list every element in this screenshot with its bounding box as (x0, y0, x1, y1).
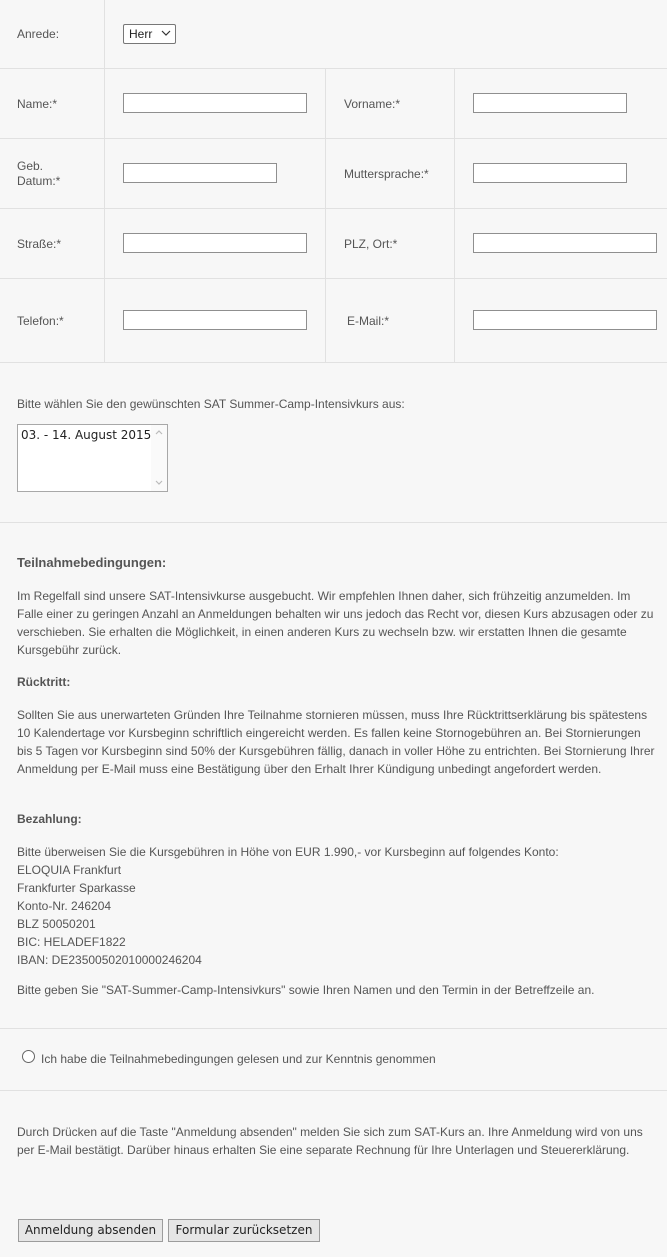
bank-line: Konto-Nr. 246204 (17, 899, 112, 913)
strasse-label: Straße:* (17, 237, 62, 251)
consent-radio[interactable] (22, 1050, 35, 1063)
geb-label-line2: Datum:* (17, 174, 61, 188)
bank-line: BLZ 50050201 (17, 917, 96, 931)
email-label: E-Mail:* (347, 314, 390, 328)
bezahlung-heading: Bezahlung: (17, 812, 82, 826)
birthdate-input[interactable] (123, 163, 277, 183)
divider (454, 68, 455, 362)
reset-button[interactable]: Formular zurücksetzen (168, 1219, 320, 1242)
ruecktritt-heading: Rücktritt: (17, 675, 71, 689)
divider (0, 68, 667, 69)
name-input[interactable] (123, 93, 307, 113)
plz-label: PLZ, Ort:* (344, 237, 398, 251)
divider (0, 138, 667, 139)
divider (0, 1028, 667, 1029)
divider (0, 362, 667, 363)
course-prompt: Bitte wählen Sie den gewünschten SAT Summer-Camp-Intensivkurs aus: (17, 397, 405, 411)
telefon-input[interactable] (123, 310, 307, 330)
bank-line: BIC: HELADEF1822 (17, 935, 126, 949)
terms-intro: Im Regelfall sind unsere SAT-Intensivkurse ausgebucht. Wir empfehlen Ihnen daher, sich frühzeitig anzumelden. Im Falle einer zu geringen Anzahl an Anmeldungen behalten wir uns jedoch das Recht vor, diesen Kurs abzusagen oder zu verschieben. Sie erhalten die Möglichkeit, in einen anderen Kurs zu wechseln bzw. wir erstatten Ihnen die gesamte Kursgebühr zurück. (17, 589, 654, 657)
terms-heading: Teilnahmebedingungen: (17, 555, 167, 570)
divider (325, 68, 326, 362)
chevron-down-icon (161, 28, 171, 38)
muttersprache-input[interactable] (473, 163, 627, 183)
bank-line: IBAN: DE23500502010000246204 (17, 953, 202, 967)
bank-line: ELOQUIA Frankfurt (17, 863, 122, 877)
course-listbox[interactable] (17, 424, 168, 492)
bank-details (17, 843, 657, 969)
divider (0, 1090, 667, 1091)
listbox-scrollbar[interactable] (151, 425, 167, 491)
divider (0, 208, 667, 209)
vorname-label: Vorname:* (344, 97, 401, 111)
bank-line: Frankfurter Sparkasse (17, 881, 136, 895)
divider (0, 522, 667, 523)
telefon-label: Telefon:* (17, 314, 64, 328)
scroll-arrows-icon (151, 425, 167, 491)
geb-label-line1: Geb. (17, 159, 44, 173)
submit-note: Durch Drücken auf die Taste "Anmeldung absenden" melden Sie sich zum SAT-Kurs an. Ihre Anmeldung wird von uns per E-Mail bestätigt. Darüber hinaus erhalten Sie eine separate Rechnung für Ihre Unterlagen und Steuererklärung. (17, 1125, 643, 1157)
plz-ort-input[interactable] (473, 233, 657, 253)
ruecktritt-text: Sollten Sie aus unerwarteten Gründen Ihre Teilnahme stornieren müssen, muss Ihre Rücktrittserklärung bis spätestens 10 Kalendertage vor Kursbeginn schriftlich eingereicht werden. Es fallen keine Stornogebühren an. Bei Stornierungen bis 5 Tagen vor Kursbeginn sind 50% der Kursgebühren fällig, danach in voller Höhe zu entrichten. Bei Stornierung Ihrer Anmeldung per E-Mail muss eine Bestätigung über den Erhalt Ihrer Kündigung unbedingt angefordert werden. (17, 708, 655, 776)
submit-button[interactable]: Anmeldung absenden (18, 1219, 163, 1242)
course-option[interactable]: 03. - 14. August 2015 (21, 428, 152, 442)
bank-line: Bitte überweisen Sie die Kursgebühren in Höhe von EUR 1.990,- vor Kursbeginn auf folgendes Konto: (17, 845, 559, 859)
muttersprache-label: Muttersprache:* (344, 167, 429, 181)
email-input[interactable] (473, 310, 657, 330)
strasse-input[interactable] (123, 233, 307, 253)
divider (104, 0, 105, 362)
consent-label: Ich habe die Teilnahmebedingungen gelesen und zur Kenntnis genommen (41, 1052, 436, 1066)
divider (0, 278, 667, 279)
name-label: Name:* (17, 97, 58, 111)
anrede-label: Anrede: (17, 27, 60, 41)
anrede-value: Herr (129, 27, 153, 41)
betreff-note: Bitte geben Sie "SAT-Summer-Camp-Intensivkurs" sowie Ihren Namen und den Termin in der Betreffzeile an. (17, 983, 595, 997)
anrede-select[interactable] (123, 24, 176, 44)
vorname-input[interactable] (473, 93, 627, 113)
